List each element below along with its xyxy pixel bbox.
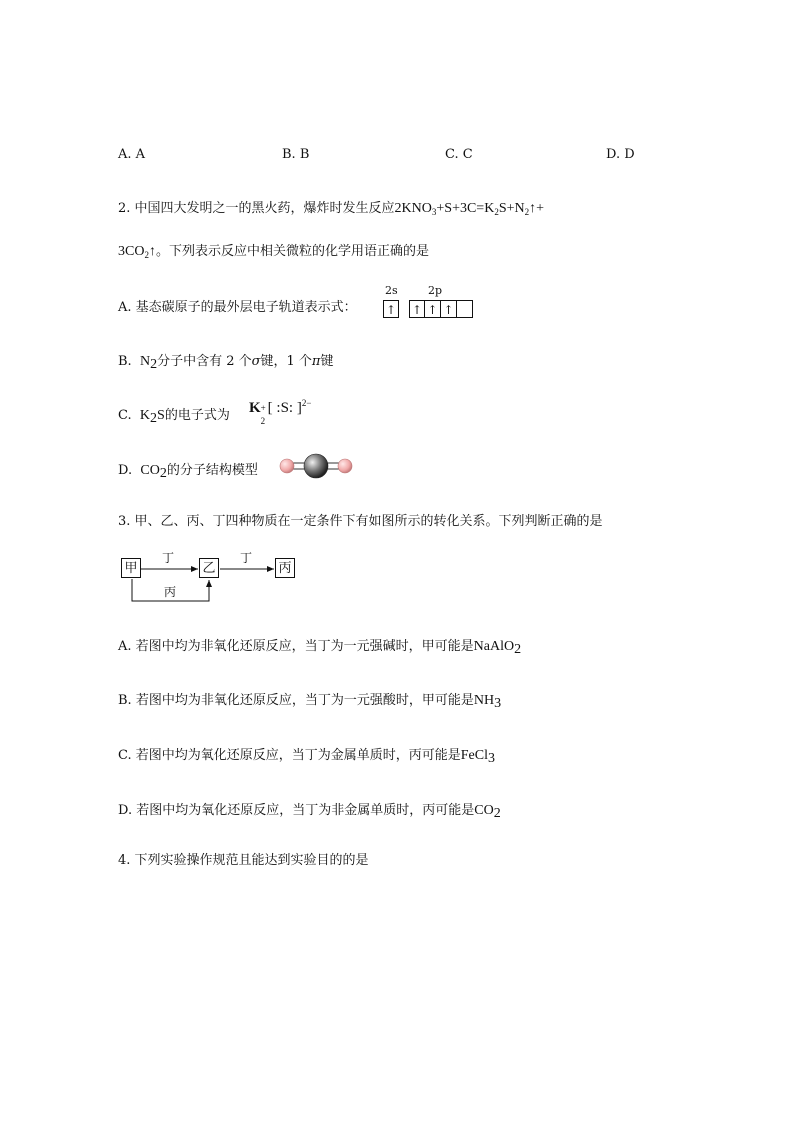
q2-option-a: A. 基态碳原子的最外层电子轨道表示式： bbox=[118, 300, 357, 315]
k2s-electron-formula: K + 2 [ :S: ]$^{2-}$ bbox=[249, 398, 312, 426]
carbon-atom bbox=[304, 454, 328, 478]
co2-molecule-model bbox=[276, 452, 356, 480]
orbital-2s-label: 2s bbox=[385, 284, 398, 297]
q2-equation: $2KNO_3+S+3C=K_2S+N_2↑+$ bbox=[394, 201, 545, 217]
orbital-2p-cell-1: ↑ bbox=[409, 300, 425, 318]
q3-option-d: D. 若图中均为氧化还原反应，当丁为非金属单质时，丙可能是$CO_2$ bbox=[118, 803, 501, 821]
node-jia: 甲 bbox=[121, 558, 141, 578]
q3-option-a: A. 若图中均为非氧化还原反应，当丁为一元强碱时，甲可能是NaAlO$_2$ bbox=[118, 639, 522, 657]
oxygen-atom-left bbox=[280, 459, 294, 473]
q1-option-c: C. C bbox=[445, 147, 473, 162]
node-yi: 乙 bbox=[199, 558, 219, 578]
orbital-2s-box bbox=[383, 300, 399, 318]
q2-option-b: B. $N_2$分子中含有 2 个σ键，1 个π键 bbox=[118, 354, 334, 372]
label-ding-2: 丁 bbox=[240, 551, 253, 565]
orbital-2p-cell-3: ↑ bbox=[441, 300, 457, 318]
q4-stem: 4. 下列实验操作规范且能达到实验目的的是 bbox=[118, 853, 369, 868]
orbital-2p-cell-4 bbox=[457, 300, 473, 318]
q3-stem: 3. 甲、乙、丙、丁四种物质在一定条件下有如图所示的转化关系。下列判断正确的是 bbox=[118, 514, 603, 529]
q1-option-b: B. B bbox=[282, 147, 310, 162]
q3-arrows bbox=[120, 555, 310, 605]
node-bing: 丙 bbox=[275, 558, 295, 578]
q2-stem: 2. 中国四大发明之一的黑火药，爆炸时发生反应$2KNO_3+S+3C=K_2S+N_2↑+$ bbox=[118, 201, 545, 217]
q3-option-c: C. 若图中均为氧化还原反应，当丁为金属单质时，丙可能是FeCl$_3$ bbox=[118, 748, 495, 766]
q2-option-c: C. $K_2S$的电子式为 bbox=[118, 408, 230, 426]
q2-option-d: D. $CO_2$的分子结构模型 bbox=[118, 463, 258, 481]
orbital-2p-label: 2p bbox=[428, 284, 443, 297]
q1-option-a: A. A bbox=[118, 147, 146, 162]
orbital-2p-boxes bbox=[409, 300, 473, 318]
orbital-2p-cell-2: ↑ bbox=[425, 300, 441, 318]
q2-stem-line2: $3CO_2↑$。下列表示反应中相关微粒的化学用语正确的是 bbox=[118, 244, 429, 260]
oxygen-atom-right bbox=[338, 459, 352, 473]
label-ding-1: 丁 bbox=[162, 551, 175, 565]
q1-option-d: D. D bbox=[606, 147, 635, 162]
label-bing: 丙 bbox=[164, 585, 177, 599]
orbital-2s-cell: ↑ bbox=[383, 300, 399, 318]
arrow-jia-to-yi-via-bing bbox=[132, 579, 209, 601]
q3-option-b: B. 若图中均为非氧化还原反应，当丁为一元强酸时，甲可能是$NH_3$ bbox=[118, 693, 502, 711]
